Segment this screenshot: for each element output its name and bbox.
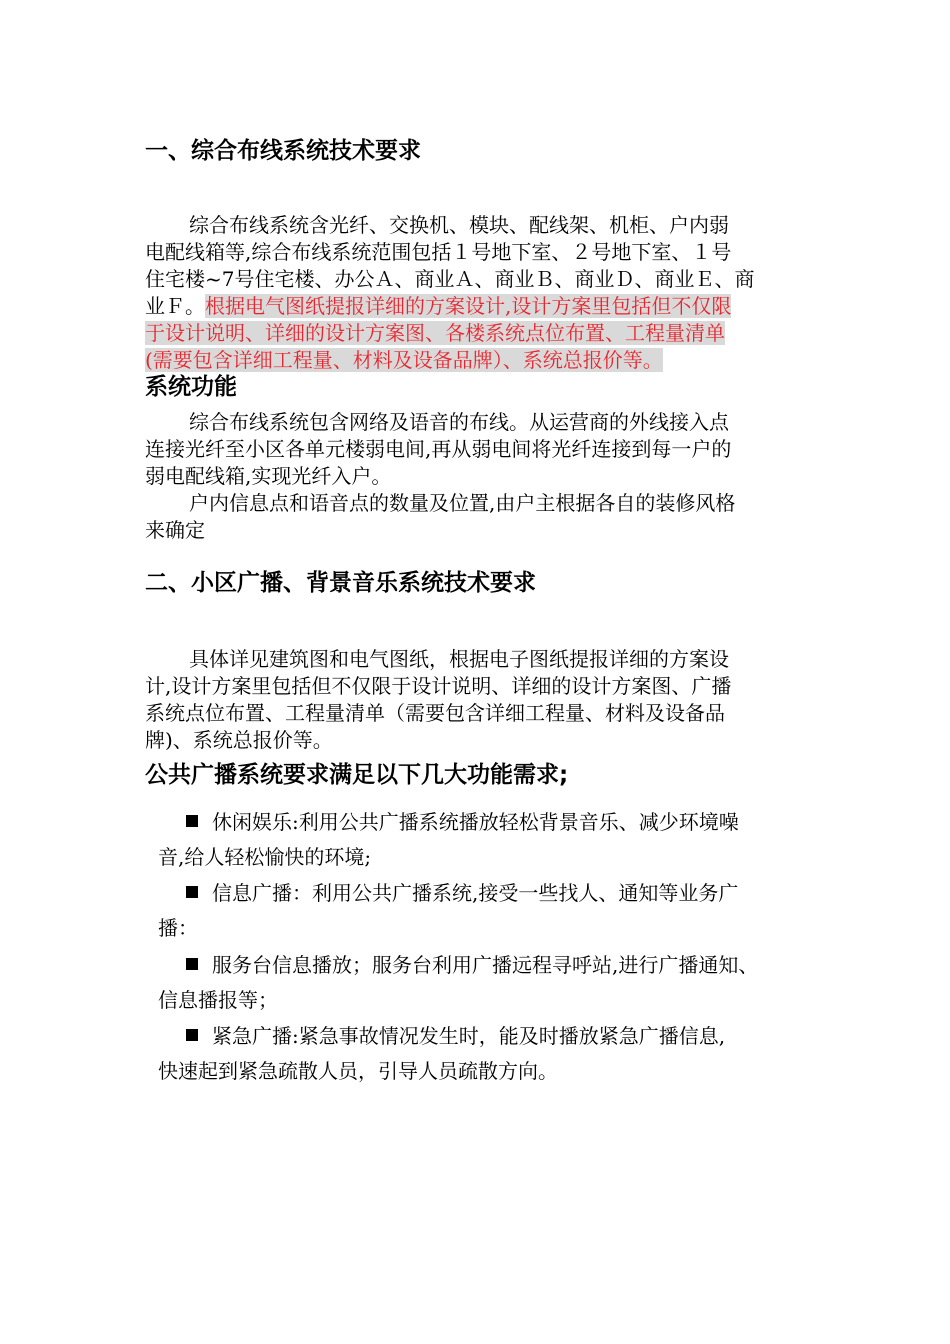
text-line: 来确定: [145, 518, 205, 542]
section1-paragraph: [145, 212, 810, 374]
text-line: [158, 948, 758, 983]
text-line: 系统点位布置、工程量清单（需要包含详细工程量、材料及设备品: [145, 701, 725, 725]
text-line: [158, 1019, 725, 1054]
indoor-points-paragraph: [145, 490, 810, 544]
section2-paragraph: [145, 646, 810, 754]
text-line: 综合布线系统含光纤、交换机、模块、配线架、机柜、户内弱: [189, 213, 729, 237]
highlighted-line: [145, 320, 810, 347]
square-bullet-icon: [186, 815, 198, 827]
section2-heading: 二、小区广播、背景音乐系统技术要求: [145, 570, 536, 596]
text-line: 连接光纤至小区各单元楼弱电间,再从弱电间将光纤连接到每一户的: [145, 437, 732, 461]
text-line: 具体详见建筑图和电气图纸，根据电子图纸提报详细的方案设: [189, 647, 729, 671]
text-line: 牌)、系统总报价等。: [145, 728, 333, 752]
system-function-heading: 系统功能: [145, 374, 237, 400]
section1-heading: 一、综合布线系统技术要求: [145, 138, 421, 164]
bullet-text: 休闲娱乐:利用公共广播系统播放轻松背景音乐、减少环境噪: [212, 810, 739, 834]
text-line: [158, 805, 739, 840]
text-line: [158, 876, 738, 911]
square-bullet-icon: [186, 886, 198, 898]
text-line: 计,设计方案里包括但不仅限于设计说明、详细的设计方案图、广播: [145, 674, 732, 698]
text-line: 电配线箱等,综合布线系统范围包括１号地下室、２号地下室、１号: [145, 240, 732, 264]
bullet-item: [158, 948, 758, 1018]
text-line-mixed: [145, 293, 810, 320]
text-line: 住宅楼~7号住宅楼、办公Ａ、商业Ａ、商业Ｂ、商业Ｄ、商业Ｅ、商: [145, 267, 755, 291]
bullet-item: [158, 805, 739, 875]
text-line: 信息播报等；: [158, 988, 278, 1012]
square-bullet-icon: [186, 958, 198, 970]
text-line: 户内信息点和语音点的数量及位置,由户主根据各自的装修风格: [189, 491, 736, 515]
highlighted-text: 于设计说明、详细的设计方案图、各楼系统点位布置、工程量清单: [145, 321, 725, 345]
text-fragment: 业Ｆ。: [145, 294, 205, 318]
text-line: 综合布线系统包含网络及语音的布线。从运营商的外线接入点: [189, 410, 729, 434]
system-function-paragraph: [145, 409, 810, 490]
text-line: 播：: [158, 916, 198, 940]
bullet-item: [158, 1019, 725, 1089]
bullet-item: [158, 876, 738, 946]
text-line: 弱电配线箱,实现光纤入户。: [145, 464, 392, 488]
bullet-text: 紧急广播:紧急事故情况发生时，能及时播放紧急广播信息,: [212, 1024, 726, 1048]
bullet-text: 服务台信息播放；服务台利用广播远程寻呼站,进行广播通知、: [212, 953, 759, 977]
text-line: 音,给人轻松愉快的环境;: [158, 845, 372, 869]
text-line: 快速起到紧急疏散人员，引导人员疏散方向。: [158, 1059, 558, 1083]
bullet-text: 信息广播：利用公共广播系统,接受一些找人、通知等业务广: [212, 881, 739, 905]
broadcast-requirements-heading: 公共广播系统要求满足以下几大功能需求;: [145, 762, 569, 788]
highlighted-text: (需要包含详细工程量、材料及设备品牌）、系统总报价等。: [145, 348, 663, 372]
square-bullet-icon: [186, 1029, 198, 1041]
highlighted-text: 根据电气图纸提报详细的方案设计,设计方案里包括但不仅限: [205, 294, 732, 318]
highlighted-line: [145, 347, 810, 374]
